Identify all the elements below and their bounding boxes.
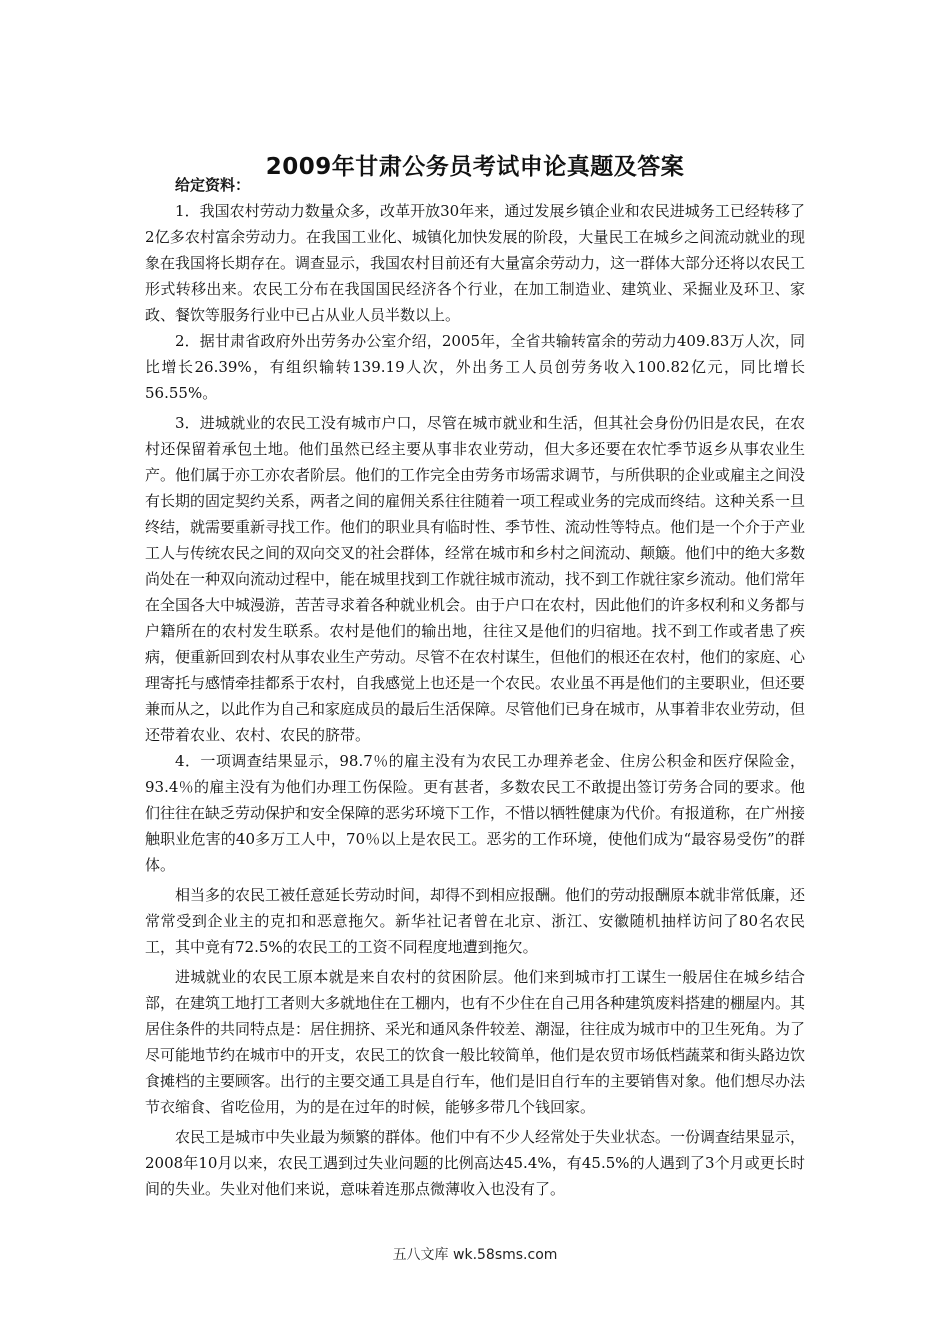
footer-watermark: 五八文库 wk.58sms.com bbox=[392, 1247, 558, 1263]
paragraph-7: 农民工是城市中失业最为频繁的群体。他们中有不少人经常处于失业状态。一份调查结果显示，2008年10月以来，农民工遇到过失业问题的比例高达45.4%，有45.5%的人遇到了3个月或更长时间的失业。失业对他们来说，意味着连那点微薄收入也没有了。 bbox=[145, 1128, 806, 1198]
section-label: 给定资料： bbox=[175, 176, 251, 194]
paragraph-4: 4．一项调查结果显示，98.7％的雇主没有为农民工办理养老金、住房公积金和医疗保险金，93.4％的雇主没有为他们办理工伤保险。更有甚者，多数农民工不敢提出签订劳务合同的要求。他们往往在缺乏劳动保护和安全保障的恶劣环境下工作，不惜以牺牲健康为代价。有报道称，在广州接触职业危害的40多万工人中，70％以上是农民工。恶劣的工作环境，使他们成为“最容易受伤”的群体。 bbox=[145, 752, 806, 874]
paragraph-5: 相当多的农民工被任意延长劳动时间，却得不到相应报酬。他们的劳动报酬原本就非常低廉，还常常受到企业主的克扣和恶意拖欠。新华社记者曾在北京、浙江、安徽随机抽样访问了80名农民工，其中竟有72.5%的农民工的工资不同程度地遭到拖欠。 bbox=[145, 886, 806, 956]
paragraph-3: 3．进城就业的农民工没有城市户口，尽管在城市就业和生活，但其社会身份仍旧是农民，在农村还保留着承包土地。他们虽然已经主要从事非农业劳动，但大多还要在农忙季节返乡从事农业生产。他们属于亦工亦农者阶层。他们的工作完全由劳务市场需求调节，与所供职的企业或雇主之间没有长期的固定契约关系，两者之间的雇佣关系往往随着一项工程或业务的完成而终结。这种关系一旦终结，就需要重新寻找工作。他们的职业具有临时性、季节性、流动性等特点。他们是一个介于产业工人与传统农民之间的双向交叉的社会群体，经常在城市和乡村之间流动、颠簸。他们中的绝大多数尚处在一种双向流动过程中，能在城里找到工作就往城市流动，找不到工作就往家乡流动。他们常年在全国各大中城漫游，苦苦寻求着各种就业机会。由于户口在农村，因此他们的许多权利和义务都与户籍所在的农村发生联系。农村是他们的输出地，往往又是他们的归宿地。找不到工作或者患了疾病，便重新回到农村从事农业生产劳动。尽管不在农村谋生，但他们的根还在农村，他们的家庭、心理寄托与感情牵挂都系于农村，自我感觉上也还是一个农民。农业虽不再是他们的主要职业，但还要兼而从之，以此作为自己和家庭成员的最后生活保障。尽管他们已身在城市，从事着非农业劳动，但还带着农业、农村、农民的脐带。 bbox=[145, 414, 806, 744]
paragraph-2: 2．据甘肃省政府外出劳务办公室介绍，2005年，全省共输转富余的劳动力409.83万人次，同比增长26.39%，有组织输转139.19人次，外出务工人员创劳务收入100.82亿元，同比增长56.55%。 bbox=[145, 332, 805, 402]
paragraph-1: 1．我国农村劳动力数量众多，改革开放30年来，通过发展乡镇企业和农民进城务工已经转移了2亿多农村富余劳动力。在我国工业化、城镇化加快发展的阶段，大量民工在城乡之间流动就业的现象在我国将长期存在。调查显示，我国农村目前还有大量富余劳动力，这一群体大部分还将以农民工形式转移出来。农民工分布在我国国民经济各个行业，在加工制造业、建筑业、采掘业及环卫、家政、餐饮等服务行业中已占从业人员半数以上。 bbox=[145, 202, 806, 324]
paragraph-6: 进城就业的农民工原本就是来自农村的贫困阶层。他们来到城市打工谋生一般居住在城乡结合部，在建筑工地打工者则大多就地住在工棚内，也有不少住在自己用各种建筑废料搭建的棚屋内。其居住条件的共同特点是：居住拥挤、采光和通风条件较差、潮湿，往往成为城市中的卫生死角。为了尽可能地节约在城市中的开支，农民工的饮食一般比较简单，他们是农贸市场低档蔬菜和街头路边饮食摊档的主要顾客。出行的主要交通工具是自行车，他们是旧自行车的主要销售对象。他们想尽办法节衣缩食、省吃俭用，为的是在过年的时候，能够多带几个钱回家。 bbox=[145, 968, 806, 1116]
document-body bbox=[145, 172, 805, 1202]
document-title: 2009年甘肃公务员考试申论真题及答案 bbox=[265, 154, 685, 181]
